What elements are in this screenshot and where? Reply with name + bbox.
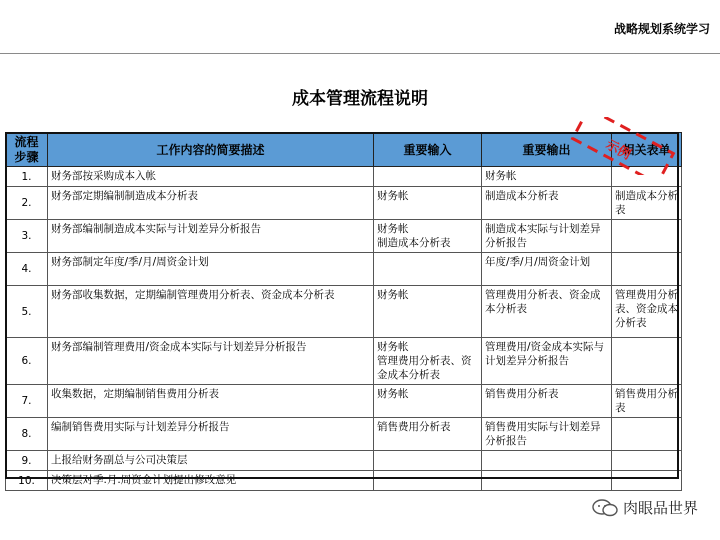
cell-desc: 上报给财务副总与公司决策层 — [48, 451, 374, 471]
cell-desc: 财务部按采购成本入帐 — [48, 167, 374, 187]
cell-desc: 财务部收集数据，定期编制管理费用分析表、资金成本分析表 — [48, 286, 374, 338]
cell-output: 制造成本分析表 — [482, 187, 612, 220]
cell-input — [374, 451, 482, 471]
cell-forms: 管理费用分析表、资金成本分析表 — [612, 286, 682, 338]
cell-input — [374, 418, 482, 451]
cell-forms — [612, 471, 682, 491]
cell-step: 1. — [6, 167, 48, 187]
header-divider — [0, 53, 720, 54]
cell-forms — [612, 167, 682, 187]
table-row — [6, 253, 682, 286]
watermark-text: 肉眼品世界 — [622, 499, 698, 517]
cell-forms — [612, 418, 682, 451]
table-row — [6, 167, 682, 187]
table-row — [6, 338, 682, 385]
cell-input — [374, 385, 482, 418]
cell-input-item: 财务帐 — [377, 341, 409, 353]
cell-desc: 收集数据，定期编制销售费用分析表 — [48, 385, 374, 418]
table-row — [6, 286, 682, 338]
cell-desc: 决策层对季.月.周资金计划提出修改意见 — [48, 471, 374, 491]
col-header-desc: 工作内容的简要描述 — [48, 133, 374, 167]
cell-input-item: 制造成本分析表 — [377, 237, 451, 249]
cell-desc: 财务部编制管理费用/资金成本实际与计划差异分析报告 — [48, 338, 374, 385]
cell-input-item: 财务帐 — [377, 223, 409, 235]
watermark — [591, 497, 698, 518]
table-row — [6, 220, 682, 253]
table-row — [6, 418, 682, 451]
cell-desc: 财务部编制制造成本实际与计划差异分析报告 — [48, 220, 374, 253]
table-header-row — [6, 133, 682, 167]
col-header-forms: 相关表单 — [612, 133, 682, 167]
cell-output: 管理费用/资金成本实际与计划差异分析报告 — [482, 338, 612, 385]
cell-output: 年度/季/月/周资金计划 — [482, 253, 612, 286]
cell-step: 4. — [6, 253, 48, 286]
cell-output — [482, 471, 612, 491]
cell-step: 9. — [6, 451, 48, 471]
cell-forms — [612, 451, 682, 471]
wechat-icon — [591, 498, 619, 518]
cell-forms — [612, 253, 682, 286]
cell-forms — [612, 220, 682, 253]
cell-step: 3. — [6, 220, 48, 253]
cell-forms: 制造成本分析表 — [612, 187, 682, 220]
page-title: 成本管理流程说明 — [292, 89, 428, 109]
cell-forms: 销售费用分析表 — [612, 385, 682, 418]
table-row — [6, 385, 682, 418]
cell-desc: 财务部定期编制制造成本分析表 — [48, 187, 374, 220]
cell-forms — [612, 338, 682, 385]
col-header-step — [6, 133, 48, 167]
header-title: 战略规划系统学习 — [613, 22, 710, 36]
cell-step: 5. — [6, 286, 48, 338]
cell-output: 财务帐 — [482, 167, 612, 187]
cell-input-item: 销售费用分析表 — [377, 421, 451, 433]
cell-desc: 编制销售费用实际与计划差异分析报告 — [48, 418, 374, 451]
process-table — [5, 132, 682, 491]
cell-output: 制造成本实际与计划差异分析报告 — [482, 220, 612, 253]
cell-input — [374, 187, 482, 220]
cell-input-item: 财务帐 — [377, 190, 409, 202]
cell-input — [374, 471, 482, 491]
col-header-step-line1: 流程 — [14, 134, 39, 149]
cell-output: 销售费用实际与计划差异分析报告 — [482, 418, 612, 451]
cell-step: 7. — [6, 385, 48, 418]
cell-output: 销售费用分析表 — [482, 385, 612, 418]
cell-step: 10. — [6, 471, 48, 491]
cell-input-item: 管理费用分析表、资金成本分析表 — [377, 355, 472, 381]
cell-input — [374, 253, 482, 286]
col-header-output: 重要输出 — [482, 133, 612, 167]
cell-output — [482, 451, 612, 471]
cell-input — [374, 167, 482, 187]
cell-step: 2. — [6, 187, 48, 220]
stamp-text: 示例 — [603, 137, 634, 163]
cell-desc: 财务部制定年度/季/月/周资金计划 — [48, 253, 374, 286]
table-row — [6, 471, 682, 491]
cell-input — [374, 220, 482, 253]
col-header-input: 重要输入 — [374, 133, 482, 167]
cell-output: 管理费用分析表、资金成本分析表 — [482, 286, 612, 338]
table-row — [6, 451, 682, 471]
col-header-step-line2: 步骤 — [14, 149, 39, 164]
cell-step: 8. — [6, 418, 48, 451]
cell-step: 6. — [6, 338, 48, 385]
cell-input-item: 财务帐 — [377, 289, 409, 301]
cell-input — [374, 286, 482, 338]
cell-input-item: 财务帐 — [377, 388, 409, 400]
cell-input — [374, 338, 482, 385]
table-row — [6, 187, 682, 220]
